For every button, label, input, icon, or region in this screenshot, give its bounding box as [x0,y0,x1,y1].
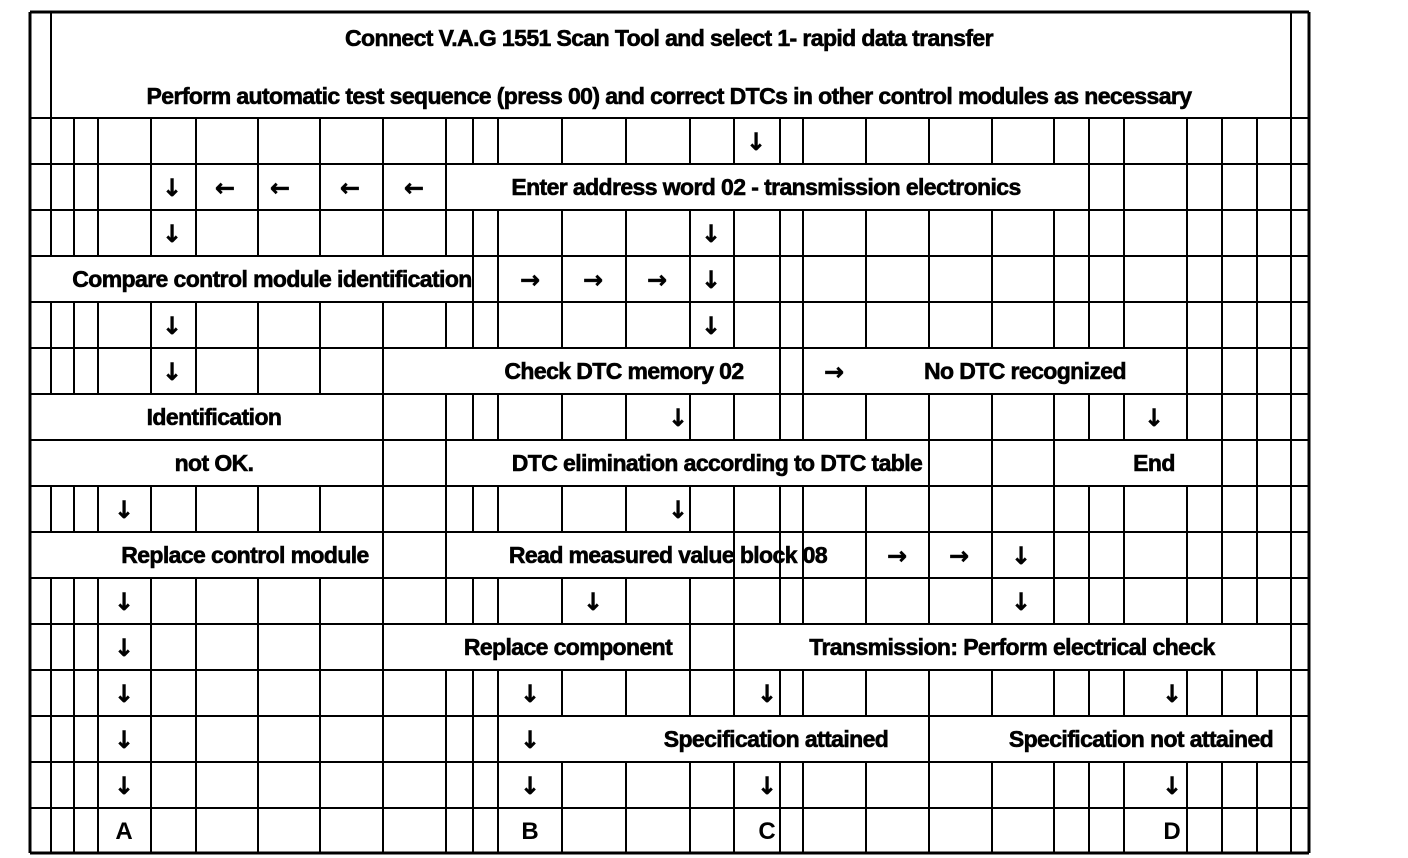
arrow-right: → [823,358,845,386]
header-line-1: Connect V.A.G 1551 Scan Tool and select 1- rapid data transfer [345,25,993,51]
arrow-down: ↓ [113,496,135,524]
step-check-dtc-memory: Check DTC memory 02 [504,358,744,384]
arrow-down: ↓ [756,772,778,800]
arrow-right: → [582,266,604,294]
arrow-down: ↓ [1010,542,1032,570]
arrow-down: ↓ [113,634,135,662]
arrow-left: ← [269,174,291,202]
step-specification-not-attained: Specification not attained [1008,726,1274,752]
diagram-labels [72,25,1273,845]
arrow-left: ← [403,174,425,202]
arrow-down: ↓ [667,496,689,524]
step-identification: Identification [146,404,282,430]
arrow-down: ↓ [161,220,183,248]
arrow-right: → [948,542,970,570]
arrow-down: ↓ [1143,404,1165,432]
arrow-down: ↓ [700,220,722,248]
step-no-dtc-recognized: No DTC recognized [924,358,1126,384]
arrow-down: ↓ [1010,588,1032,616]
step-compare-identification: Compare control module identification [72,266,472,292]
step-read-measured-value-block: Read measured value block 08 [508,542,828,568]
arrow-down: ↓ [700,312,722,340]
step-enter-address-word: Enter address word 02 - transmission electronics [511,174,1021,200]
step-specification-attained: Specification attained [663,726,889,752]
arrow-down: ↓ [113,772,135,800]
arrow-down: ↓ [756,680,778,708]
arrow-down: ↓ [1161,772,1183,800]
step-dtc-elimination: DTC elimination according to DTC table [511,450,923,476]
arrow-down: ↓ [113,588,135,616]
arrow-down: ↓ [700,266,722,294]
arrow-right: → [646,266,668,294]
arrow-left: ← [339,174,361,202]
arrow-right: → [886,542,908,570]
step-end: End [1133,450,1175,476]
arrow-down: ↓ [113,680,135,708]
arrow-left: ← [214,174,236,202]
step-replace-control-module: Replace control module [121,542,369,568]
outcome-a: A [115,818,133,845]
step-replace-component: Replace component [463,634,673,660]
arrow-down: ↓ [113,726,135,754]
arrow-down: ↓ [161,358,183,386]
arrow-down: ↓ [745,128,767,156]
arrow-down: ↓ [582,588,604,616]
arrow-down: ↓ [519,726,541,754]
step-electrical-check: Transmission: Perform electrical check [809,634,1215,660]
arrow-right: → [519,266,541,294]
header-line-2: Perform automatic test sequence (press 00) and correct DTCs in other control modules as necessary [146,83,1192,109]
arrow-down: ↓ [1161,680,1183,708]
outcome-d: D [1163,818,1181,845]
arrow-down: ↓ [519,680,541,708]
outcome-b: B [521,818,539,845]
arrow-down: ↓ [667,404,689,432]
outcome-c: C [758,818,776,845]
arrow-down: ↓ [161,312,183,340]
arrow-down: ↓ [519,772,541,800]
arrow-down: ↓ [161,174,183,202]
step-not-ok: not OK. [174,450,254,476]
